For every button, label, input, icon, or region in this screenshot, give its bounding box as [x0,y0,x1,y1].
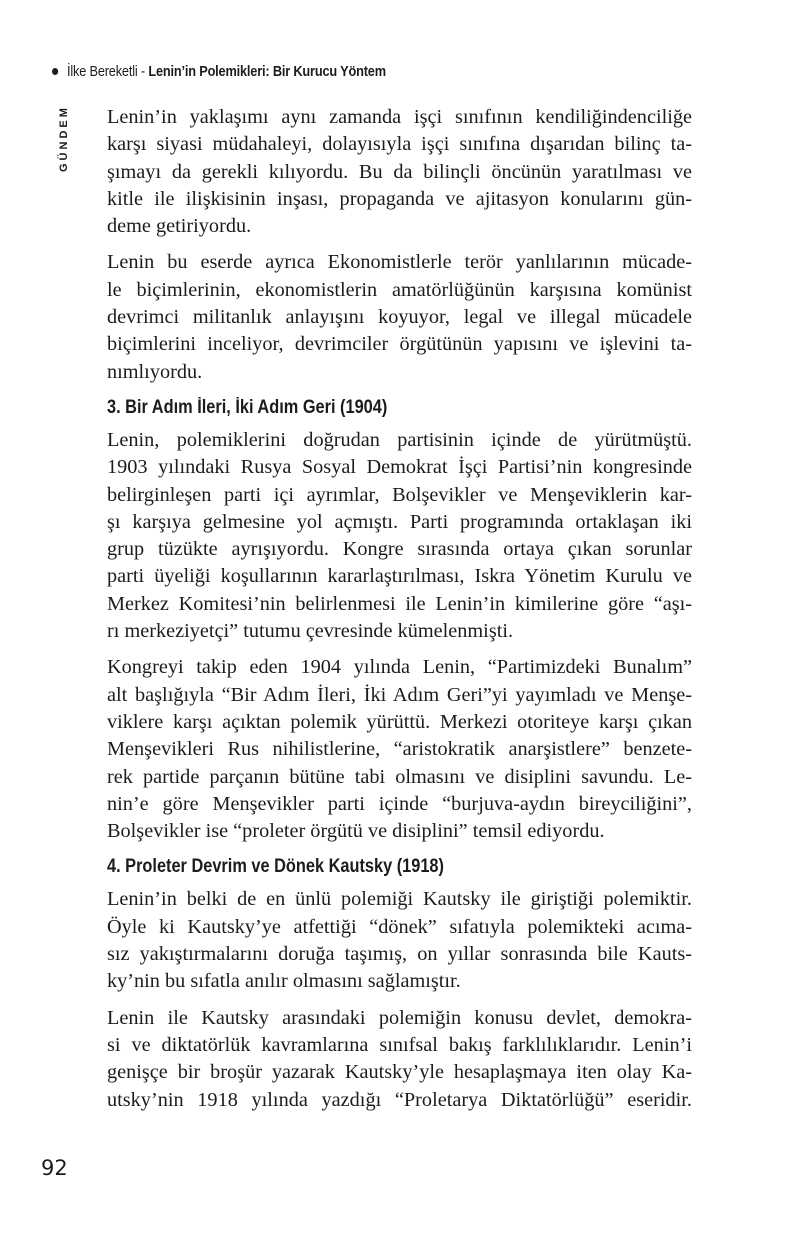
text-line: devrimci militanlık anlayışını koyuyor, legal ve illegal mücadele [107,306,692,329]
text-line: rek partide parçanın bütüne tabi olmasını ve disiplini savundu. Le- [107,765,692,788]
text-line: si ve diktatörlük kavramlarına sınıfsal bakış farklılıklarıdır. Lenin’i [107,1033,692,1056]
text-line: alt başlığıyla “Bir Adım İleri, İki Adım Geri”yi yayımladı ve Menşe- [107,683,692,706]
text-line: karşı siyasi müdahaleyi, dolayısıyla işçi sınıfına dışarıdan bilinç ta- [107,133,692,156]
text-line: şımayı da gerekli kılıyordu. Bu da bilinçli öncünün yaratılması ve [107,160,692,183]
text-line: utsky’nin 1918 yılında yazdığı “Proletarya Diktatörlüğü” eseridir. [107,1088,692,1111]
text-line: parti üyeliği koşullarının kararlaştırılması, Iskra Yönetim Kurulu ve [107,565,692,588]
paragraph [107,654,692,845]
page-number: 92 [41,1156,68,1180]
section-side-label: GÜNDEM [58,105,70,172]
text-line: biçimlerini inceliyor, devrimciler örgütünün yapısını ve işlevini ta- [107,333,692,356]
text-line: Lenin ile Kautsky arasındaki polemiğin konusu devlet, demokra- [107,1006,692,1029]
text-line: nımlıyordu. [107,360,203,383]
text-line: Öyle ki Kautsky’ye atfettiği “dönek” sıfatıyla polemikteki acıma- [107,915,692,938]
paragraph [107,104,692,240]
text-line: Lenin bu eserde ayrıca Ekonomistlerle terör yanlılarının mücade- [107,251,692,274]
article-body [107,104,692,1123]
text-line: kitle ile ilişkisinin inşası, propaganda ve ajitasyon konularını gün- [107,187,692,210]
text-line: viklere karşı açıktan polemik yürüttü. Merkezi otoriteye karşı çıkan [107,710,692,733]
section-heading: 3. Bir Adım İleri, İki Adım Geri (1904) [107,396,388,418]
text-line: genişçe bir broşür yazarak Kautsky’yle hesaplaşmaya iten olay Ka- [107,1061,692,1084]
text-line: Lenin’in belki de en ünlü polemiği Kautsky ile giriştiği polemiktir. [107,888,692,911]
text-line: Lenin, polemiklerini doğrudan partisinin içinde de yürütmüştü. [107,428,692,451]
section-heading: 4. Proleter Devrim ve Dönek Kautsky (1918) [107,856,444,878]
text-line: sız yakıştırmalarını doruğa taşımış, on yıllar sonrasında bile Kauts- [107,943,692,966]
paragraph [107,886,692,995]
text-line: belirginleşen parti içi ayrımlar, Bolşevikler ve Menşeviklerin kar- [107,483,692,506]
text-line: 1903 yılındaki Rusya Sosyal Demokrat İşçi Partisi’nin kongresinde [107,456,692,479]
paragraph [107,427,692,645]
text-line: Kongreyi takip eden 1904 yılında Lenin, “Partimizdeki Bunalım” [107,656,692,679]
text-line: nin’e göre Menşevikler parti içinde “burjuva-aydın bireyciliğini”, [107,792,692,815]
text-line: şı karşıya gelmesine yol açmıştı. Parti programında ortaklaşan iki [107,510,692,533]
text-line: deme getiriyordu. [107,215,252,238]
text-line: Menşevikleri Rus nihilistlerine, “aristokratik anarşistlere” benzete- [107,738,692,761]
text-line: le biçimlerinin, ekonomistlerin amatörlüğünün karşısına komünist [107,278,692,301]
text-line: grup tüzükte ayrışıyordu. Kongre sırasında ortaya çıkan sorunlar [107,538,692,561]
paragraph [107,249,692,385]
running-head [52,64,386,80]
paragraph [107,1005,692,1114]
text-line: ky’nin bu sıfatla anılır olmasını sağlamıştır. [107,970,461,993]
running-head-title: Lenin’in Polemikleri: Bir Kurucu Yöntem [148,64,386,80]
text-line: Lenin’in yaklaşımı aynı zamanda işçi sınıfının kendiliğindenciliğe [107,106,692,128]
bullet-icon [52,68,58,75]
text-line: rı merkeziyetçi” tutumu çevresinde kümelenmişti. [107,620,514,643]
text-line: Merkez Komitesi’nin belirlenmesi ile Lenin’in kimilerine göre “aşı- [107,592,692,615]
running-head-author: İlke Bereketli - [66,64,149,80]
text-line: Bolşevikler ise “proleter örgütü ve disiplini” temsil ediyordu. [107,820,605,843]
